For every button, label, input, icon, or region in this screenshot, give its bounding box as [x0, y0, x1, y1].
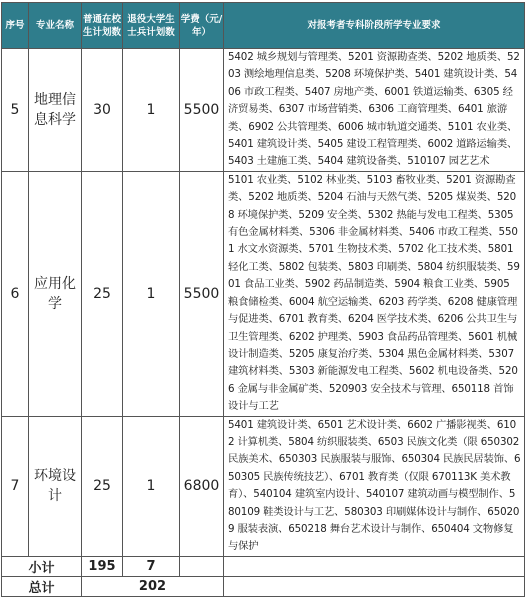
row-veteran: 1 — [123, 171, 180, 416]
row-requirement: 5101 农业类、5102 林业类、5103 畜牧业类、5201 资源勘查类、5202 地质类、5204 石油与天然气类、5205 煤炭类、5208 环境保护类、5209 安全类、5302 热能与发电工程类、5305 有色金属材料类、5306 非金属材料类、5406 市政工程类、5501 水文水资源类、5701 生物技术类、5702 化工技术类、5801 轻化工类、5802 包装类、5803 印刷类、5804 纺织服装类、5901 食品工业类、5902 药品制造类、5904 粮食工业类、5905 粮食储检类、6004 航空运输类、6203 药学类、6208 健康管理与促进类、6701 教育类、6204 医学技术类、6206 公共卫生与卫生管理类、6202 护理类、5903 食品药品管理类、5601 机械设计制造类、5205 康复治疗类、5304 黑色金属材料类、5307 建筑材料类、5303 新能源发电工程类、5602 机电设备类、5206 金属与非金属矿类、520903 安全技术与管理、650118 首饰设计与工艺 — [224, 171, 525, 416]
row-veteran: 1 — [123, 49, 180, 172]
row-major: 地理信息科学 — [29, 49, 82, 172]
header-major: 专业名称 — [29, 3, 82, 49]
table-row — [2, 416, 525, 556]
subtotal-requirement-empty — [224, 556, 525, 576]
total-label: 总计 — [2, 576, 82, 596]
row-seq: 7 — [2, 416, 29, 556]
row-requirement: 5401 建筑设计类、6501 艺术设计类、6602 广播影视类、6102 计算机类、5804 纺织服装类、6503 民族文化类（限 650302 民族美术、650303 民族服装与服饰、650304 民族民居装饰、650305 民族传统技艺）、6701 教育类（仅限 670113K 美术教育）、540104 建筑室内设计、540107 建筑动画与模型制作、580109 鞋类设计与工艺、580303 印刷媒体设计与制作、650209 服装表演、650218 舞台艺术设计与制作、650404 文物修复与保护 — [224, 416, 525, 556]
row-veteran: 1 — [123, 416, 180, 556]
header-veteran: 退役大学生士兵计划数 — [123, 3, 180, 49]
total-row — [2, 576, 525, 596]
table-row — [2, 49, 525, 172]
total-requirement-empty — [224, 576, 525, 596]
row-fee: 5500 — [180, 49, 224, 172]
row-plan: 25 — [82, 171, 123, 416]
header-row — [2, 3, 525, 49]
row-fee: 6800 — [180, 416, 224, 556]
table-row — [2, 171, 525, 416]
subtotal-veteran: 7 — [123, 556, 180, 576]
total-value: 202 — [82, 576, 224, 596]
row-major: 环境设计 — [29, 416, 82, 556]
row-requirement: 5402 城乡规划与管理类、5201 资源勘查类、5202 地质类、5203 测绘地理信息类、5208 环境保护类、5401 建筑设计类、5406 市政工程类、5407 房地产类、6001 铁道运输类、6305 经济贸易类、6307 市场营销类、6306 工商管理类、6401 旅游类、6902 公共管理类、6006 城市轨道交通类、5101 农业类、5401 建筑设计类、5405 建设工程管理类、6002 道路运输类、5403 土建施工类、5404 建筑设备类、510107 园艺艺术 — [224, 49, 525, 172]
row-plan: 25 — [82, 416, 123, 556]
subtotal-row — [2, 556, 525, 576]
row-seq: 6 — [2, 171, 29, 416]
subtotal-plan: 195 — [82, 556, 123, 576]
row-seq: 5 — [2, 49, 29, 172]
enrollment-table — [1, 2, 525, 597]
subtotal-label: 小计 — [2, 556, 82, 576]
row-plan: 30 — [82, 49, 123, 172]
header-plan: 普通在校生计划数 — [82, 3, 123, 49]
row-major: 应用化学 — [29, 171, 82, 416]
subtotal-fee-empty — [180, 556, 224, 576]
row-fee: 5500 — [180, 171, 224, 416]
header-seq: 序号 — [2, 3, 29, 49]
header-fee: 学费（元/年） — [180, 3, 224, 49]
header-requirement: 对报考者专科阶段所学专业要求 — [224, 3, 525, 49]
